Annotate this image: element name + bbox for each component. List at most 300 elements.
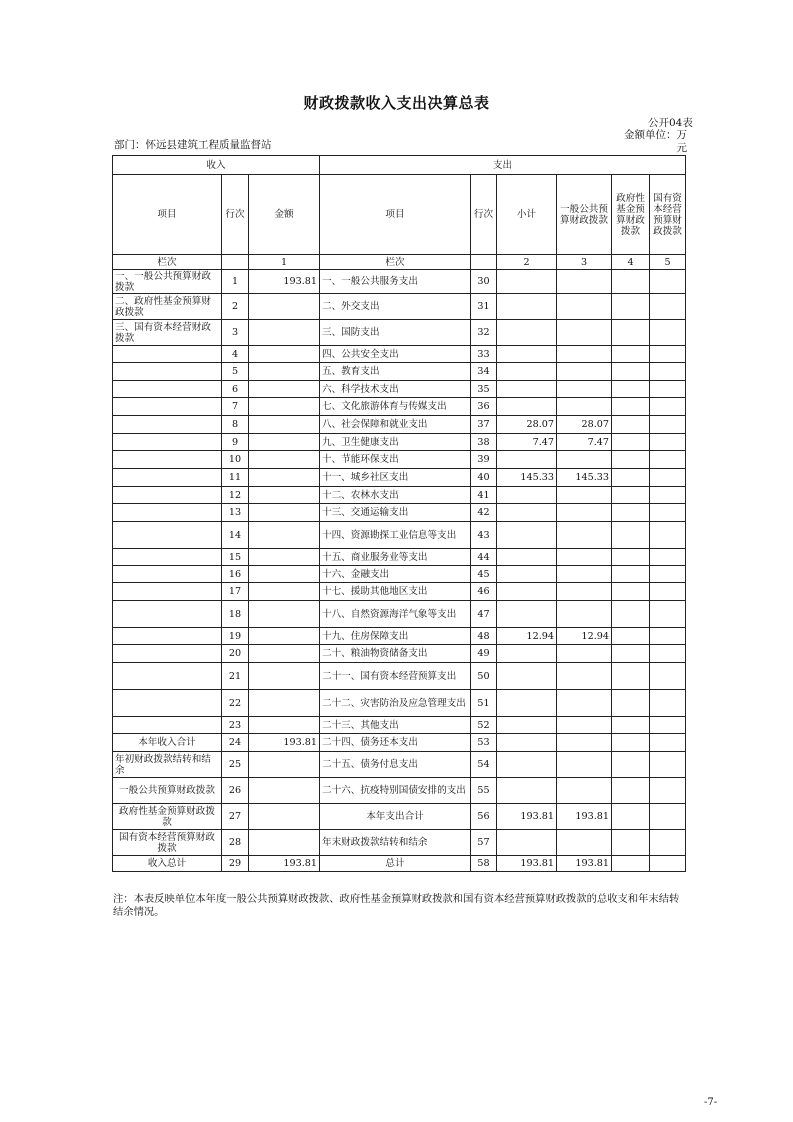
general-budget-cell: 7.47 (557, 434, 612, 451)
general-budget-cell: 145.33 (557, 469, 612, 487)
expense-item-cell: 十六、金融支出 (320, 566, 471, 583)
expense-item-cell: 九、卫生健康支出 (320, 434, 471, 451)
income-item-cell (113, 504, 222, 522)
table-row (113, 566, 686, 583)
expense-row-no-cell: 42 (471, 504, 497, 522)
table-row (113, 752, 686, 778)
gov-fund-cell (612, 346, 650, 363)
subtotal-cell (497, 601, 557, 628)
page-number: -7- (704, 1097, 718, 1108)
expense-item-cell: 本年支出合计 (320, 804, 471, 830)
income-item-cell (113, 522, 222, 549)
state-capital-cell (650, 804, 686, 830)
state-capital-cell (650, 487, 686, 504)
gov-fund-cell (612, 690, 650, 717)
expense-row-no-cell: 44 (471, 549, 497, 566)
expense-row-no-cell: 54 (471, 752, 497, 778)
income-row-no-cell: 18 (222, 601, 249, 628)
gov-fund-cell (612, 320, 650, 346)
page-title: 财政拨款收入支出决算总表 (303, 94, 490, 112)
income-amount-cell (249, 504, 320, 522)
gov-fund-cell (612, 645, 650, 663)
table-row (113, 363, 686, 381)
income-amount-cell (249, 451, 320, 469)
table-row (113, 346, 686, 363)
expense-item-cell: 十二、农林水支出 (320, 487, 471, 504)
exp-col-empty (471, 255, 497, 270)
income-item-cell (113, 663, 222, 690)
expense-item-cell: 十、节能环保支出 (320, 451, 471, 469)
subtotal-cell (497, 566, 557, 583)
state-capital-cell (650, 734, 686, 752)
table-row (113, 451, 686, 469)
general-budget-cell (557, 270, 612, 294)
income-row-no-cell: 11 (222, 469, 249, 487)
income-row-no-cell: 6 (222, 381, 249, 398)
income-row-no-cell: 2 (222, 294, 249, 320)
state-capital-cell (650, 583, 686, 601)
general-budget-cell (557, 363, 612, 381)
table-row (113, 583, 686, 601)
income-amount-cell (249, 522, 320, 549)
general-budget-cell (557, 451, 612, 469)
department-label: 部门：怀远县建筑工程质量监督站 (114, 139, 272, 151)
general-budget-header: 一般公共预算财政拨款 (557, 175, 612, 255)
income-amount-cell (249, 346, 320, 363)
expense-row-no-cell: 49 (471, 645, 497, 663)
expense-row-no-cell: 37 (471, 416, 497, 434)
income-amount-cell (249, 778, 320, 804)
expense-row-no-cell: 58 (471, 856, 497, 872)
table-row (113, 504, 686, 522)
table-row (113, 628, 686, 645)
gov-fund-cell (612, 663, 650, 690)
general-budget-cell (557, 294, 612, 320)
expense-row-no-cell: 33 (471, 346, 497, 363)
income-row-no-cell: 27 (222, 804, 249, 830)
state-capital-cell (650, 398, 686, 416)
expense-row-no-cell: 40 (471, 469, 497, 487)
amount-unit-line1: 金额单位：万 (624, 129, 687, 141)
general-budget-cell (557, 381, 612, 398)
table-row (113, 601, 686, 628)
col-num-3: 3 (557, 255, 612, 270)
subtotal-cell: 12.94 (497, 628, 557, 645)
income-amount-cell (249, 804, 320, 830)
income-row-no-cell: 3 (222, 320, 249, 346)
subtotal-cell (497, 504, 557, 522)
subtotal-cell (497, 294, 557, 320)
income-item-cell: 三、国有资本经营财政拨款 (113, 320, 222, 346)
table-note: 注：本表反映单位本年度一般公共预算财政拨款、政府性基金预算财政拨款和国有资本经营预算财政拨款的总收支和年末结转结余情况。 (113, 893, 680, 918)
income-item-cell (113, 487, 222, 504)
gov-fund-cell (612, 270, 650, 294)
expense-row-no-cell: 51 (471, 690, 497, 717)
expense-item-cell: 二十二、灾害防治及应急管理支出 (320, 690, 471, 717)
general-budget-cell (557, 549, 612, 566)
general-budget-cell (557, 752, 612, 778)
general-budget-cell (557, 320, 612, 346)
table-row (113, 469, 686, 487)
income-amount-cell (249, 469, 320, 487)
income-row-no-cell: 16 (222, 566, 249, 583)
budget-table (112, 155, 686, 872)
income-item-cell (113, 346, 222, 363)
expense-item-cell: 四、公共安全支出 (320, 346, 471, 363)
general-budget-cell (557, 346, 612, 363)
income-amount-cell (249, 690, 320, 717)
income-row-no-cell: 7 (222, 398, 249, 416)
general-budget-cell (557, 601, 612, 628)
state-capital-cell (650, 690, 686, 717)
state-capital-cell (650, 294, 686, 320)
subtotal-cell (497, 487, 557, 504)
amount-unit-line2: 元 (676, 142, 687, 154)
income-amount-cell (249, 583, 320, 601)
income-row-no-cell: 17 (222, 583, 249, 601)
table-row (113, 734, 686, 752)
income-item-cell: 收入总计 (113, 856, 222, 872)
general-budget-cell: 193.81 (557, 856, 612, 872)
col-num-5: 5 (650, 255, 686, 270)
subtotal-cell (497, 645, 557, 663)
state-capital-cell (650, 856, 686, 872)
state-capital-cell (650, 830, 686, 856)
subtotal-cell (497, 717, 557, 734)
expense-item-cell: 十一、城乡社区支出 (320, 469, 471, 487)
income-row-no-cell: 5 (222, 363, 249, 381)
expense-row-no-cell: 45 (471, 566, 497, 583)
state-capital-cell (650, 270, 686, 294)
income-amount-cell (249, 717, 320, 734)
income-amount-cell (249, 752, 320, 778)
income-row-no-cell: 24 (222, 734, 249, 752)
state-capital-cell (650, 522, 686, 549)
expense-item-cell: 一、一般公共服务支出 (320, 270, 471, 294)
income-item-cell (113, 451, 222, 469)
subtotal-cell: 28.07 (497, 416, 557, 434)
table-row (113, 381, 686, 398)
expense-group-header: 支出 (320, 156, 686, 175)
expense-row-no-cell: 30 (471, 270, 497, 294)
income-row-no-header: 行次 (222, 175, 249, 255)
gov-fund-cell (612, 734, 650, 752)
income-row-no-cell: 13 (222, 504, 249, 522)
income-item-cell: 政府性基金预算财政拨款 (113, 804, 222, 830)
income-item-cell: 本年收入合计 (113, 734, 222, 752)
income-item-cell (113, 628, 222, 645)
income-item-cell (113, 549, 222, 566)
form-code: 公开04表 (648, 117, 693, 129)
expense-item-cell: 三、国防支出 (320, 320, 471, 346)
income-item-header: 项目 (113, 175, 222, 255)
expense-row-no-cell: 47 (471, 601, 497, 628)
subtotal-cell (497, 381, 557, 398)
expense-row-no-cell: 38 (471, 434, 497, 451)
income-amount-cell (249, 830, 320, 856)
gov-fund-cell (612, 434, 650, 451)
income-item-cell (113, 434, 222, 451)
table-row (113, 434, 686, 451)
income-row-no-cell: 1 (222, 270, 249, 294)
expense-item-cell: 十八、自然资源海洋气象等支出 (320, 601, 471, 628)
general-budget-cell (557, 734, 612, 752)
income-item-cell (113, 645, 222, 663)
state-capital-cell (650, 549, 686, 566)
state-capital-cell (650, 416, 686, 434)
col-empty (222, 255, 249, 270)
gov-fund-cell (612, 804, 650, 830)
state-capital-cell (650, 566, 686, 583)
col-num-1: 1 (249, 255, 320, 270)
general-budget-cell: 12.94 (557, 628, 612, 645)
expense-item-cell: 八、社会保障和就业支出 (320, 416, 471, 434)
subtotal-cell: 193.81 (497, 804, 557, 830)
income-amount-cell (249, 320, 320, 346)
expense-item-cell: 五、教育支出 (320, 363, 471, 381)
income-amount-cell (249, 434, 320, 451)
state-capital-cell (650, 752, 686, 778)
expense-item-cell: 十九、住房保障支出 (320, 628, 471, 645)
income-amount-header: 金额 (249, 175, 320, 255)
table-row (113, 778, 686, 804)
subtotal-cell: 193.81 (497, 856, 557, 872)
income-row-no-cell: 26 (222, 778, 249, 804)
state-capital-cell (650, 628, 686, 645)
table-row (113, 549, 686, 566)
expense-item-cell: 二十、粮油物资储备支出 (320, 645, 471, 663)
subtotal-cell (497, 778, 557, 804)
state-capital-cell (650, 663, 686, 690)
subtotal-cell: 7.47 (497, 434, 557, 451)
expense-row-no-cell: 46 (471, 583, 497, 601)
income-amount-cell (249, 663, 320, 690)
table-row (113, 487, 686, 504)
col-num-4: 4 (612, 255, 650, 270)
expense-item-cell: 二十四、债务还本支出 (320, 734, 471, 752)
expense-item-cell: 二十三、其他支出 (320, 717, 471, 734)
expense-item-cell: 十五、商业服务业等支出 (320, 549, 471, 566)
table-row (113, 416, 686, 434)
gov-fund-cell (612, 778, 650, 804)
expense-item-cell: 二、外交支出 (320, 294, 471, 320)
income-amount-cell (249, 487, 320, 504)
gov-fund-cell (612, 566, 650, 583)
gov-fund-cell (612, 381, 650, 398)
gov-fund-cell (612, 451, 650, 469)
expense-item-cell: 二十五、债务付息支出 (320, 752, 471, 778)
general-budget-cell (557, 504, 612, 522)
income-row-no-cell: 28 (222, 830, 249, 856)
income-row-no-cell: 29 (222, 856, 249, 872)
income-row-no-cell: 25 (222, 752, 249, 778)
gov-fund-cell (612, 549, 650, 566)
income-item-cell: 二、政府性基金预算财政拨款 (113, 294, 222, 320)
income-row-no-cell: 15 (222, 549, 249, 566)
general-budget-cell (557, 717, 612, 734)
income-row-no-cell: 22 (222, 690, 249, 717)
income-amount-cell (249, 363, 320, 381)
gov-fund-cell (612, 469, 650, 487)
table-row (113, 270, 686, 294)
gov-fund-cell (612, 601, 650, 628)
general-budget-cell (557, 778, 612, 804)
subtotal-cell (497, 830, 557, 856)
income-row-no-cell: 9 (222, 434, 249, 451)
income-row-no-cell: 20 (222, 645, 249, 663)
subtotal-cell (497, 270, 557, 294)
income-row-no-cell: 21 (222, 663, 249, 690)
gov-fund-cell (612, 752, 650, 778)
table-row (113, 522, 686, 549)
state-capital-cell (650, 346, 686, 363)
income-item-cell (113, 566, 222, 583)
expense-item-cell: 十四、资源勘探工业信息等支出 (320, 522, 471, 549)
table-row (113, 398, 686, 416)
income-item-cell (113, 469, 222, 487)
income-item-cell (113, 381, 222, 398)
expense-row-no-cell: 53 (471, 734, 497, 752)
income-amount-cell: 193.81 (249, 856, 320, 872)
income-item-cell (113, 363, 222, 381)
income-item-cell: 一、一般公共预算财政拨款 (113, 270, 222, 294)
state-capital-header: 国有资本经营预算财政拨款 (650, 175, 686, 255)
income-item-cell (113, 601, 222, 628)
table-row (113, 856, 686, 872)
income-item-cell: 国有资本经营预算财政拨款 (113, 830, 222, 856)
general-budget-cell (557, 487, 612, 504)
gov-fund-header: 政府性基金预算财政拨款 (612, 175, 650, 255)
expense-item-cell: 总计 (320, 856, 471, 872)
expense-row-no-cell: 57 (471, 830, 497, 856)
general-budget-cell: 28.07 (557, 416, 612, 434)
expense-item-cell: 年末财政拨款结转和结余 (320, 830, 471, 856)
expense-row-no-header: 行次 (471, 175, 497, 255)
subtotal-cell: 145.33 (497, 469, 557, 487)
exp-col-label: 栏次 (320, 255, 471, 270)
income-row-no-cell: 23 (222, 717, 249, 734)
income-item-cell (113, 717, 222, 734)
income-group-header: 收入 (113, 156, 320, 175)
table-row (113, 690, 686, 717)
expense-row-no-cell: 52 (471, 717, 497, 734)
expense-row-no-cell: 36 (471, 398, 497, 416)
income-row-no-cell: 12 (222, 487, 249, 504)
subtotal-cell (497, 752, 557, 778)
general-budget-cell (557, 645, 612, 663)
income-amount-cell (249, 628, 320, 645)
state-capital-cell (650, 320, 686, 346)
income-row-no-cell: 4 (222, 346, 249, 363)
col-label: 栏次 (113, 255, 222, 270)
state-capital-cell (650, 504, 686, 522)
subtotal-cell (497, 346, 557, 363)
income-amount-cell (249, 645, 320, 663)
gov-fund-cell (612, 856, 650, 872)
expense-row-no-cell: 32 (471, 320, 497, 346)
amount-unit (615, 129, 687, 155)
expense-row-no-cell: 56 (471, 804, 497, 830)
general-budget-cell (557, 398, 612, 416)
gov-fund-cell (612, 416, 650, 434)
subtotal-header: 小计 (497, 175, 557, 255)
expense-row-no-cell: 31 (471, 294, 497, 320)
general-budget-cell (557, 690, 612, 717)
expense-row-no-cell: 43 (471, 522, 497, 549)
income-amount-cell (249, 398, 320, 416)
state-capital-cell (650, 717, 686, 734)
income-item-cell (113, 416, 222, 434)
subtotal-cell (497, 663, 557, 690)
gov-fund-cell (612, 487, 650, 504)
expense-item-cell: 六、科学技术支出 (320, 381, 471, 398)
subtotal-cell (497, 451, 557, 469)
income-amount-cell: 193.81 (249, 734, 320, 752)
subtotal-cell (497, 690, 557, 717)
income-amount-cell (249, 416, 320, 434)
col-num-2: 2 (497, 255, 557, 270)
expense-item-header: 项目 (320, 175, 471, 255)
gov-fund-cell (612, 628, 650, 645)
gov-fund-cell (612, 830, 650, 856)
table-row (113, 645, 686, 663)
gov-fund-cell (612, 363, 650, 381)
income-amount-cell (249, 381, 320, 398)
state-capital-cell (650, 434, 686, 451)
expense-item-cell: 十七、援助其他地区支出 (320, 583, 471, 601)
state-capital-cell (650, 451, 686, 469)
gov-fund-cell (612, 522, 650, 549)
table-row (113, 663, 686, 690)
table-row (113, 804, 686, 830)
gov-fund-cell (612, 717, 650, 734)
income-amount-cell (249, 549, 320, 566)
expense-item-cell: 二十一、国有资本经营预算支出 (320, 663, 471, 690)
income-row-no-cell: 14 (222, 522, 249, 549)
subtotal-cell (497, 398, 557, 416)
general-budget-cell (557, 583, 612, 601)
general-budget-cell (557, 830, 612, 856)
income-item-cell: 年初财政拨款结转和结余 (113, 752, 222, 778)
state-capital-cell (650, 363, 686, 381)
gov-fund-cell (612, 504, 650, 522)
income-item-cell (113, 690, 222, 717)
income-row-no-cell: 10 (222, 451, 249, 469)
gov-fund-cell (612, 398, 650, 416)
subtotal-cell (497, 734, 557, 752)
expense-row-no-cell: 55 (471, 778, 497, 804)
income-amount-cell (249, 601, 320, 628)
expense-row-no-cell: 35 (471, 381, 497, 398)
state-capital-cell (650, 645, 686, 663)
state-capital-cell (650, 601, 686, 628)
gov-fund-cell (612, 294, 650, 320)
income-row-no-cell: 19 (222, 628, 249, 645)
subtotal-cell (497, 522, 557, 549)
state-capital-cell (650, 469, 686, 487)
general-budget-cell (557, 566, 612, 583)
subtotal-cell (497, 320, 557, 346)
table-row (113, 294, 686, 320)
subtotal-cell (497, 363, 557, 381)
income-row-no-cell: 8 (222, 416, 249, 434)
gov-fund-cell (612, 583, 650, 601)
income-amount-cell (249, 566, 320, 583)
expense-item-cell: 二十六、抗疫特别国债安排的支出 (320, 778, 471, 804)
general-budget-cell (557, 522, 612, 549)
expense-row-no-cell: 41 (471, 487, 497, 504)
general-budget-cell: 193.81 (557, 804, 612, 830)
